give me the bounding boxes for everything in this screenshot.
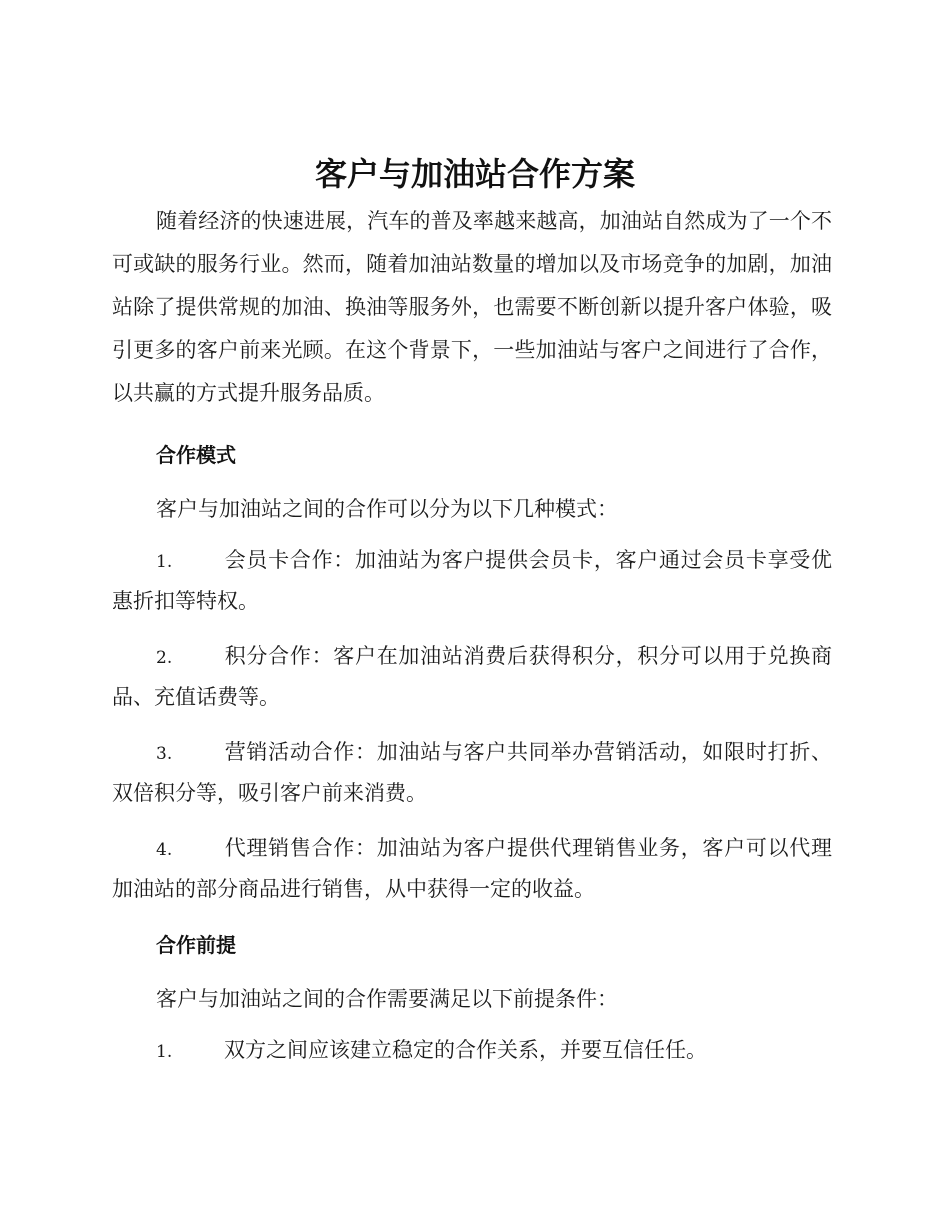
list-item: [112, 541, 832, 621]
section-lead-prerequisites: 客户与加油站之间的合作需要满足以下前提条件：: [156, 987, 618, 1011]
list-item: [112, 733, 832, 813]
document-title: 客户与加油站合作方案: [314, 155, 635, 193]
document-body: [112, 200, 832, 1072]
list-item-number: 1.: [156, 1042, 173, 1062]
section-heading-cooperation-modes: 合作模式: [156, 443, 236, 467]
list-item-number: 2.: [156, 648, 173, 668]
list-item: [112, 829, 832, 909]
list-item-text: 会员卡合作：加油站为客户提供会员卡，客户通过会员卡享受优惠折扣等特权。: [112, 548, 832, 613]
list-item-number: 3.: [156, 744, 173, 764]
list-item-text: 营销活动合作：加油站与客户共同举办营销活动，如限时打折、双倍积分等，吸引客户前来消费。: [112, 740, 832, 805]
section-heading-prerequisites: 合作前提: [156, 933, 236, 957]
list-item-number: 4.: [156, 840, 173, 860]
list-item: [112, 637, 832, 717]
section-lead-cooperation-modes: 客户与加油站之间的合作可以分为以下几种模式：: [156, 497, 618, 521]
list-item-number: 1.: [156, 552, 173, 572]
list-item-text: 代理销售合作：加油站为客户提供代理销售业务，客户可以代理加油站的部分商品进行销售，从中获得一定的收益。: [112, 836, 832, 901]
list-item-text: 积分合作：客户在加油站消费后获得积分，积分可以用于兑换商品、充值话费等。: [112, 644, 832, 709]
list-item-text: 双方之间应该建立稳定的合作关系，并要互信任任。: [224, 1038, 707, 1062]
list-item: [112, 1031, 832, 1072]
intro-paragraph: 随着经济的快速进展，汽车的普及率越来越高，加油站自然成为了一个不可或缺的服务行业。然而，随着加油站数量的增加以及市场竞争的加剧，加油站除了提供常规的加油、换油等服务外，也需要不断创新以提升客户体验，吸引更多的客户前来光顾。在这个背景下，一些加油站与客户之间进行了合作，以共赢的方式提升服务品质。: [112, 209, 832, 405]
